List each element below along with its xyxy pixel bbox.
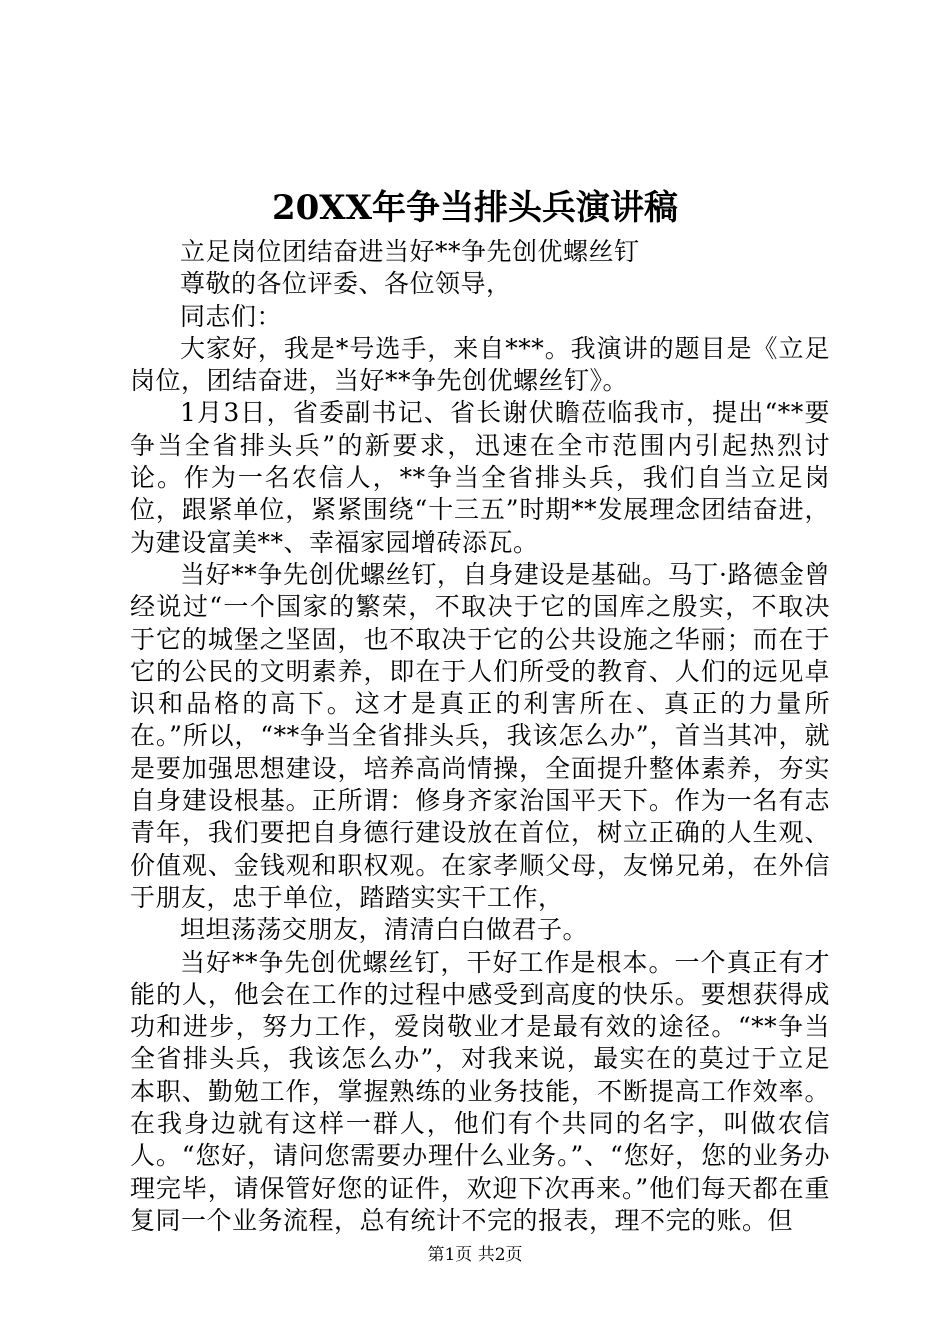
page-footer: 第1页 共2页 [427, 1245, 523, 1265]
paragraph-background: 1月3日，省委副书记、省长谢伏瞻莅临我市，提出“**要争当全省排头兵”的新要求，迅速在全市范围内引起热烈讨论。作为一名农信人，**争当全省排头兵，我们自当立足岗位，跟紧单位，紧紧围绕“十三五”时期**发展理念团结奋进，为建设富美**、幸福家园增砖添瓦。 [130, 398, 830, 557]
paragraph-conduct: 坦坦荡荡交朋友，清清白白做君子。 [180, 915, 589, 945]
paragraph-subtitle: 立足岗位团结奋进当好**争先创优螺丝钉 [180, 237, 640, 266]
paragraph-greeting: 同志们： [180, 301, 283, 331]
document-title: 20XX年争当排头兵演讲稿 [271, 188, 679, 228]
paragraph-intro: 大家好，我是*号选手，来自***。我演讲的题目是《立足岗位，团结奋进，当好**争先创优螺丝钉》。 [130, 333, 830, 396]
paragraph-self-building: 当好**争先创优螺丝钉，自身建设是基础。马丁·路德金曾经说过“一个国家的繁荣，不取决于它的国库之殷实，不取决于它的城堡之坚固，也不取决于它的公共设施之华丽；而在于它的公民的文明素养，即在于人们所受的教育、人们的远见卓识和品格的高下。这才是真正的利害所在、真正的力量所在。”所以，“**争当全省排头兵，我该怎么办”，首当其冲，就是要加强思想建设，培养高尚情操，全面提升整体素养，夯实自身建设根基。正所谓：修身齐家治国平天下。作为一名有志青年，我们要把自身德行建设放在首位，树立正确的人生观、价值观、金钱观和职权观。在家孝顺父母，友悌兄弟，在外信于朋友，忠于单位，踏踏实实干工作， [130, 559, 830, 912]
paragraph-salutation: 尊敬的各位评委、各位领导， [180, 269, 512, 299]
paragraph-work: 当好**争先创优螺丝钉，干好工作是根本。一个真正有才能的人，他会在工作的过程中感受到高度的快乐。要想获得成功和进步，努力工作，爱岗敬业才是最有效的途径。“**争当全省排头兵，我该怎么办”，对我来说，最实在的莫过于立足本职、勤勉工作，掌握熟练的业务技能，不断提高工作效率。在我身边就有这样一群人，他们有个共同的名字，叫做农信人。“您好，请问您需要办理什么业务。”、“您好，您的业务办理完毕，请保管好您的证件，欢迎下次再来。”他们每天都在重复同一个业务流程，总有统计不完的报表，理不完的账。但 [130, 947, 830, 1235]
document-body [130, 236, 830, 1237]
